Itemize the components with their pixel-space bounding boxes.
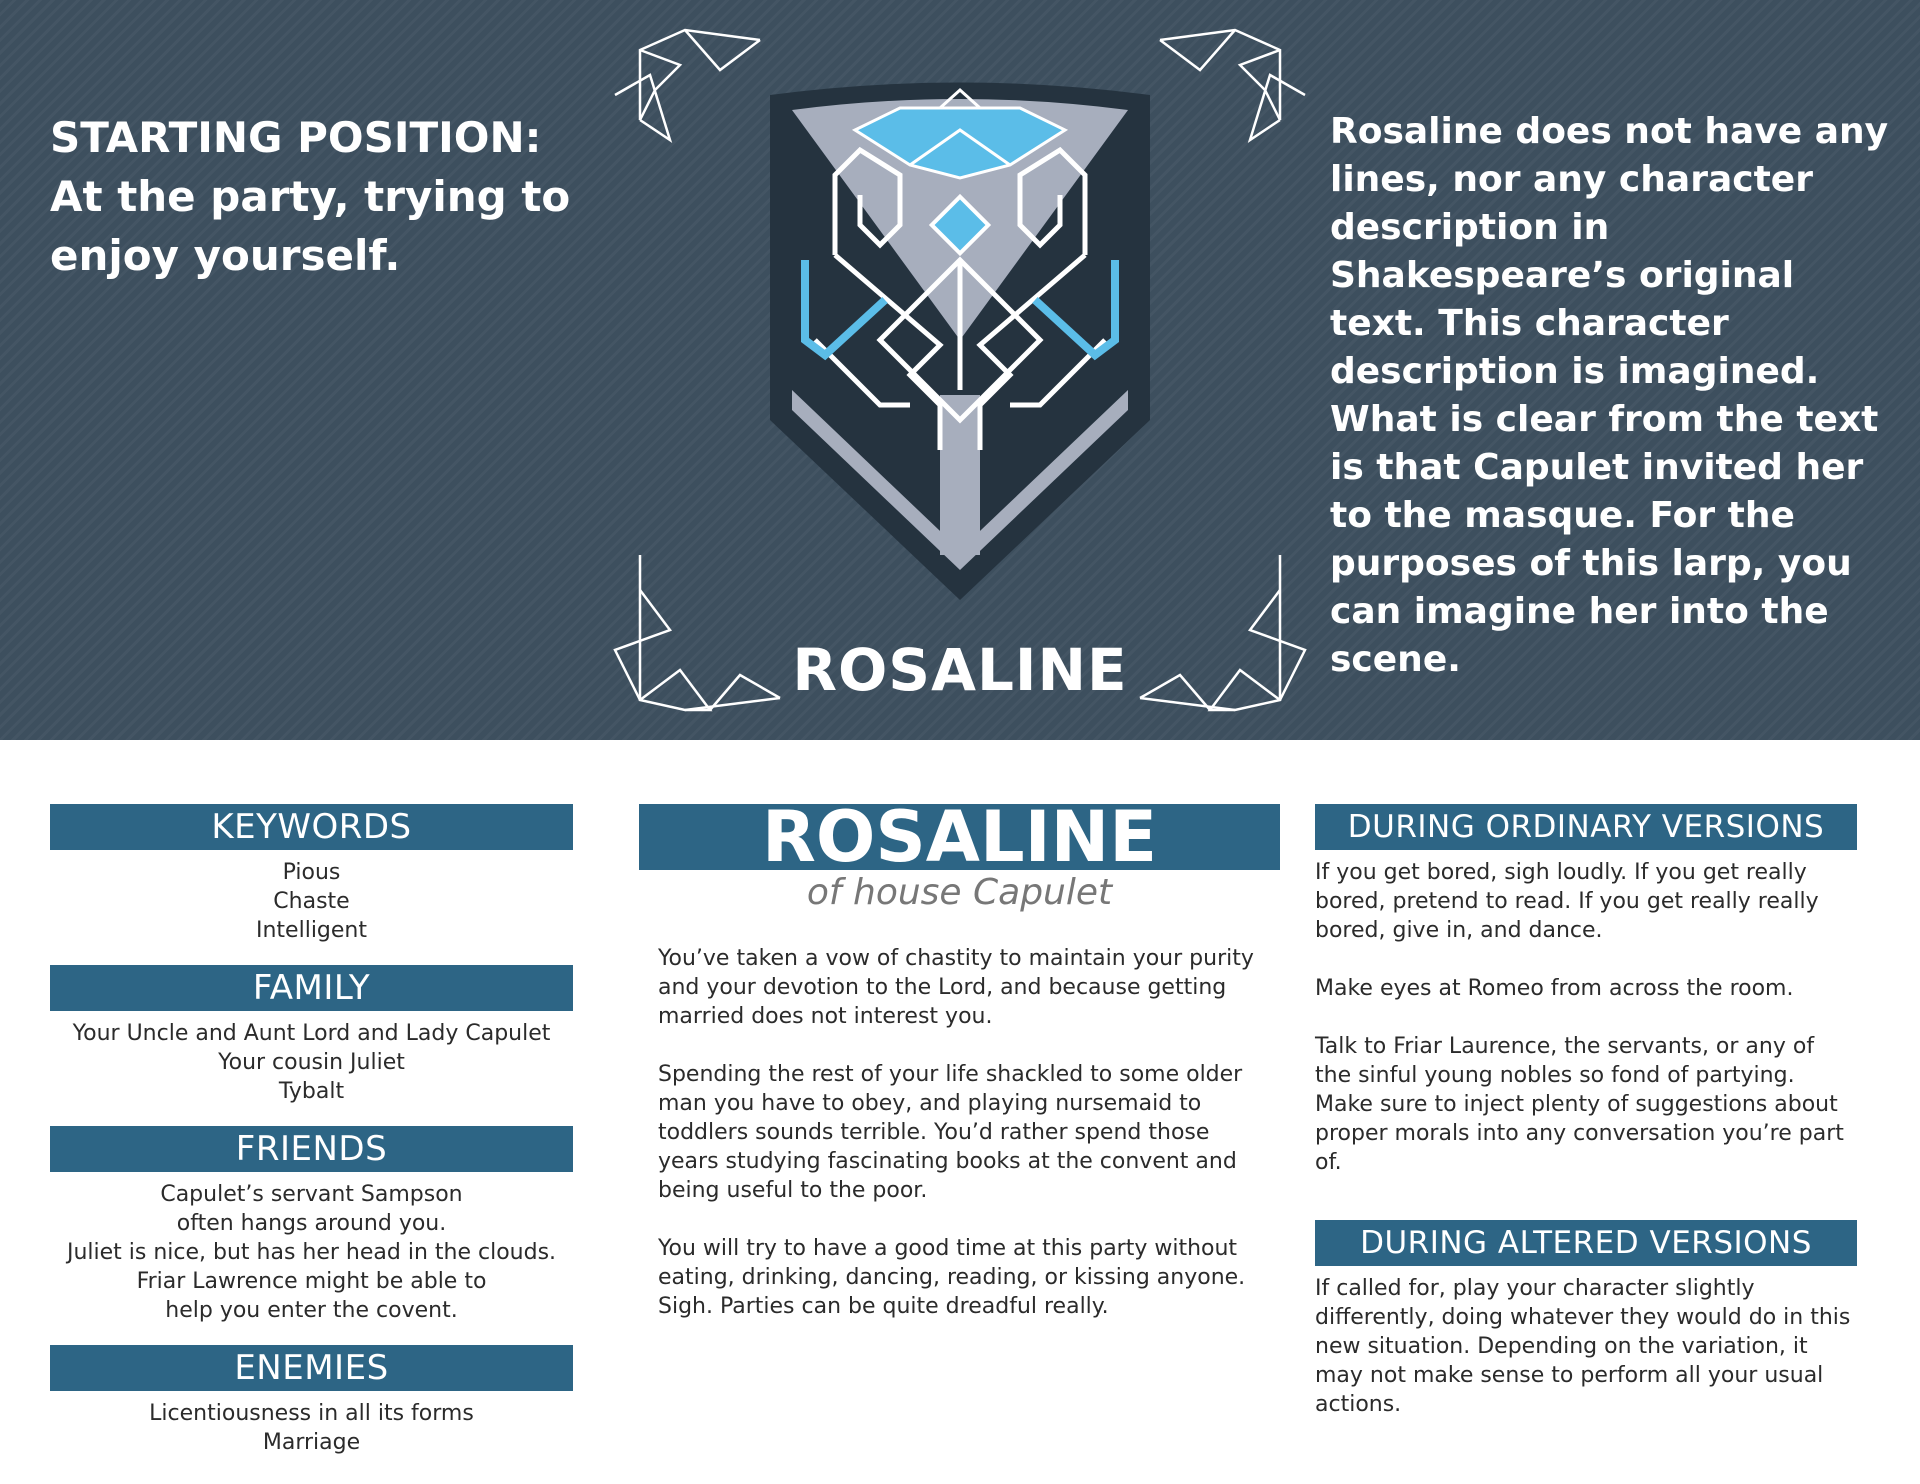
paragraph: You’ve taken a vow of chastity to maintain your purity and your devotion to the Lord, and because getting married does not interest you. bbox=[658, 946, 1254, 1029]
paragraph: Spending the rest of your life shackled to some older man you have to obey, and playing nursemaid to toddlers sounds terrible. You’d rather spend those years studying fascinating books at the convent and being useful to the poor. bbox=[658, 1062, 1243, 1203]
intro-text: Rosaline does not have any lines, nor any character description in Shakespeare’s original text. This character description is imagined. What is clear from the text is that Capulet invited her to the masque. For the purposes of this larp, you can imagine her into the scene. bbox=[1330, 111, 1889, 680]
family-header: FAMILY bbox=[50, 965, 573, 1011]
list-item: help you enter the covent. bbox=[165, 1298, 458, 1323]
list-item: Chaste bbox=[273, 889, 350, 914]
starting-position bbox=[50, 108, 590, 285]
header-banner bbox=[0, 0, 1920, 740]
paragraph: Make eyes at Romeo from across the room. bbox=[1315, 976, 1794, 1001]
friends-header: FRIENDS bbox=[50, 1126, 573, 1172]
list-item: often hangs around you. bbox=[176, 1211, 447, 1236]
list-item: Intelligent bbox=[256, 918, 367, 943]
enemies-header: ENEMIES bbox=[50, 1345, 573, 1391]
list-item: Friar Lawrence might be able to bbox=[136, 1269, 487, 1294]
list-item: Marriage bbox=[262, 1430, 361, 1455]
crest-name: ROSALINE bbox=[792, 636, 1128, 704]
paragraph: You will try to have a good time at this party without eating, drinking, dancing, reading, or kissing anyone. Sigh. Parties can be quite dreadful really. bbox=[658, 1236, 1246, 1319]
paragraph: Talk to Friar Laurence, the servants, or any of the sinful young nobles so fond of partying. Make sure to inject plenty of suggestions about proper morals into any conversation you’re part of. bbox=[1315, 1034, 1844, 1175]
keywords-header: KEYWORDS bbox=[50, 804, 573, 850]
keywords-list bbox=[50, 858, 573, 945]
list-item: Your Uncle and Aunt Lord and Lady Capulet bbox=[72, 1021, 551, 1046]
paragraph: If you get bored, sigh loudly. If you get really bored, pretend to read. If you get really really bored, give in, and dance. bbox=[1315, 860, 1819, 943]
left-column bbox=[50, 804, 573, 1477]
shield-crest-icon bbox=[610, 10, 1310, 730]
altered-versions-body bbox=[1315, 1274, 1857, 1419]
list-item: Your cousin Juliet bbox=[218, 1050, 405, 1075]
ordinary-versions-section bbox=[1315, 804, 1857, 1206]
family-list bbox=[50, 1019, 573, 1106]
list-item: Capulet’s servant Sampson bbox=[160, 1182, 463, 1207]
character-description bbox=[658, 944, 1268, 1350]
starting-position-text: At the party, trying to enjoy yourself. bbox=[50, 172, 571, 280]
ordinary-versions-body bbox=[1315, 858, 1857, 1177]
list-item: Juliet is nice, but has her head in the clouds. bbox=[66, 1240, 557, 1265]
altered-versions-header: DURING ALTERED VERSIONS bbox=[1315, 1220, 1857, 1266]
friends-list bbox=[50, 1180, 573, 1325]
list-item: Licentiousness in all its forms bbox=[149, 1401, 474, 1426]
character-subtitle: of house Capulet bbox=[806, 872, 1113, 913]
list-item: Tybalt bbox=[278, 1079, 345, 1104]
list-item: Pious bbox=[282, 860, 341, 885]
starting-position-label: STARTING POSITION: bbox=[50, 113, 542, 162]
paragraph: If called for, play your character slightly differently, doing whatever they would do in this new situation. Depending on the variation, it may not make sense to perform all your usual actions. bbox=[1315, 1276, 1851, 1417]
ordinary-versions-header: DURING ORDINARY VERSIONS bbox=[1315, 804, 1857, 850]
enemies-list bbox=[50, 1399, 573, 1457]
altered-versions-section bbox=[1315, 1220, 1857, 1448]
character-title: ROSALINE bbox=[639, 804, 1280, 870]
